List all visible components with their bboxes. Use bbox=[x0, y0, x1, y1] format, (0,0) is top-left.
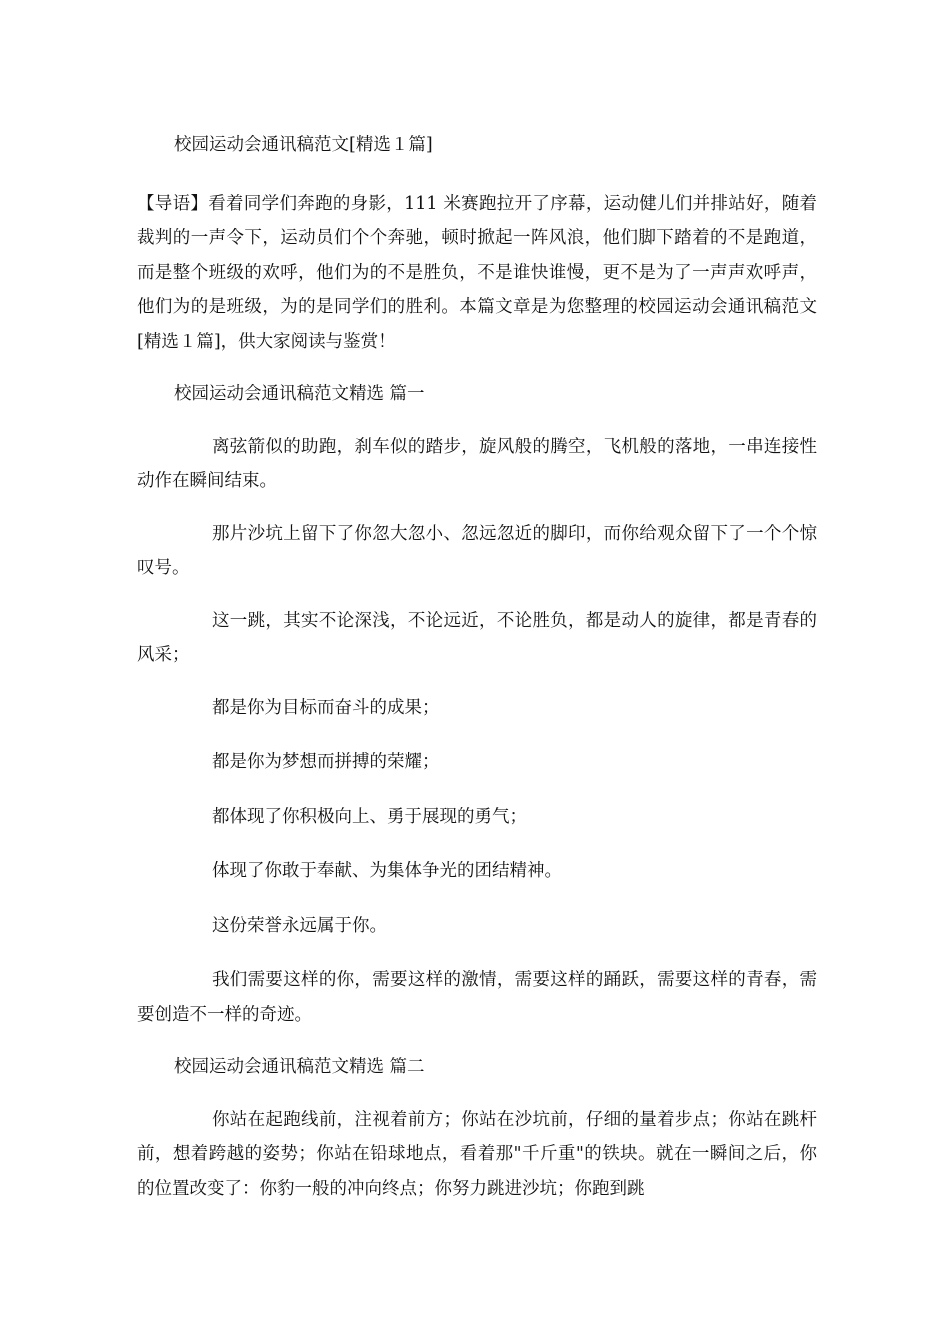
intro-paragraph bbox=[137, 187, 817, 360]
intro-text: 看着同学们奔跑的身影，111 米赛跑拉开了序幕，运动健儿们并排站好，随着裁判的一声令下，运动员们个个奔驰，顿时掀起一阵风浪，他们脚下踏着的不是跑道，而是整个班级的欢呼，他们为的不是胜负，不是谁快谁慢，更不是为了一声声欢呼声，他们为的是班级，为的是同学们的胜利。本篇文章是为您整理的校园运动会通讯稿范文[精选１篇]，供大家阅读与鉴赏！ bbox=[137, 193, 818, 352]
document-page bbox=[137, 128, 817, 1206]
paragraph: 你站在起跑线前，注视着前方；你站在沙坑前，仔细的量着步点；你站在跳杆前，想着跨越的姿势；你站在铅球地点，看着那"千斤重"的铁块。就在一瞬间之后，你的位置改变了：你豹一般的冲向终点；你努力跳进沙坑；你跑到跳 bbox=[137, 1109, 817, 1199]
paragraph: 都是你为目标而奋斗的成果； bbox=[212, 697, 440, 718]
paragraph: 都体现了你积极向上、勇于展现的勇气； bbox=[212, 806, 527, 827]
paragraph: 离弦箭似的助跑，刹车似的踏步，旋风般的腾空，飞机般的落地，一串连接性动作在瞬间结束。 bbox=[137, 436, 817, 491]
section-heading-2: 校园运动会通讯稿范文精选 篇二 bbox=[174, 1057, 425, 1077]
intro-label: 【导语】 bbox=[137, 193, 209, 214]
paragraph: 体现了你敢于奉献、为集体争光的团结精神。 bbox=[212, 861, 562, 881]
document-title: 校园运动会通讯稿范文[精选１篇] bbox=[174, 135, 433, 155]
section-heading-1: 校园运动会通讯稿范文精选 篇一 bbox=[174, 384, 425, 404]
paragraph: 我们需要这样的你，需要这样的激情，需要这样的踊跃，需要这样的青春，需要创造不一样的奇迹。 bbox=[137, 970, 817, 1025]
paragraph: 这一跳，其实不论深浅，不论远近，不论胜负，都是动人的旋律，都是青春的风采； bbox=[137, 610, 817, 665]
paragraph: 这份荣誉永远属于你。 bbox=[212, 915, 387, 936]
paragraph: 都是你为梦想而拼搏的荣耀； bbox=[212, 752, 440, 772]
paragraph: 那片沙坑上留下了你忽大忽小、忽远忽近的脚印，而你给观众留下了一个个惊叹号。 bbox=[137, 523, 817, 578]
